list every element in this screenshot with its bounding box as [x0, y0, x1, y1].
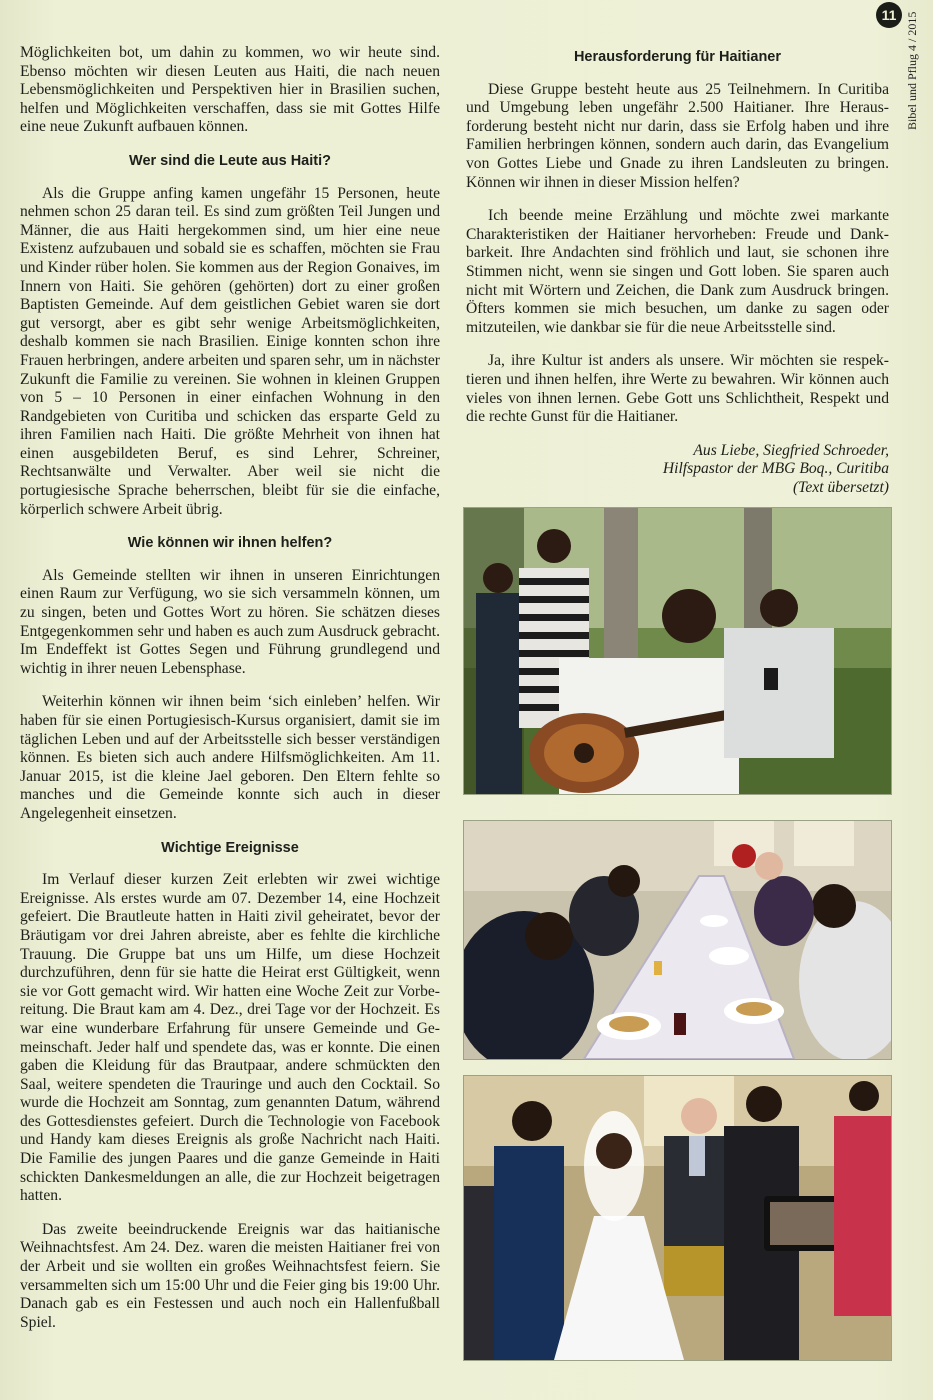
page-number-badge: 11 — [876, 2, 902, 28]
author-signature — [466, 442, 889, 498]
right-text-column — [466, 44, 889, 497]
section-heading-help: Wie können wir ihnen helfen? — [127, 535, 333, 552]
left-text-column — [20, 44, 440, 1347]
photo-illustration — [464, 508, 891, 794]
photo-wedding-ceremony — [463, 1075, 892, 1361]
photo-men-singing-guitar — [463, 507, 892, 795]
section-heading-events: Wichtige Ereignisse — [161, 839, 299, 856]
paragraph-events-wedding: Im Verlauf dieser kurzen Zeit erlebten wir zwei wichtige Ereignisse. Als erstes wurde am 07. Dezember 14, eine Hochzeit gefeiert. Die Brautleute hatten in Haiti zivil geheiratet, bevor der Bräutigam vor drei Jahren abreiste, aber es fehlte die kirchliche Trauung. Die Gruppe bat uns um Hilfe, um diese Hochzeit durchzuführen, denn für sie hatte die Heirat erst Gültigkeit, wenn sie vor Gott gemacht wird. Wir hatten eine Woche Zeit zur Vorbereitung. Die Braut kam am 4. Dez., drei Tage vor der Hochzeit. Es war eine wunderbare Erfahrung für unsere Gemeinde und Gemeinschaft. Jeder half und spendete das, was er konnte. Die einen gaben die Kleidung für das Brautpaar, andere schmückten den Saal, weitere spendeten die Trauringe und auch den Cocktail. So wurde die Hochzeit am Sonntag, zum genannten Datum, während des Gottesdienstes gefeiert. Durch die Technologie von Facebook und Handy kam dieses Ereignis als große Nachricht nach Haiti. Die Familie des jungen Paares und die ganze Gemeinde in Haiti schickten Dankesmeldungen an alle, die zur Hochzeit beigetragen hatten. — [20, 871, 440, 1205]
paragraph-events-christmas: Das zweite beeindruckende Ereignis war das haitianische Weihnachtsfest. Am 24. Dez. waren die meisten Haitianer frei von der Arbeit und sie wollten ein großes Weihnachtsfest feiern. Sie versammelten sich um 15:00 Uhr und die Feier ging bis 19:00 Uhr. Danach gab es ein Festessen und auch noch ein Hallenfußball Spiel. — [20, 1220, 440, 1331]
section-heading-challenge: Herausforderung für Haitianer — [573, 49, 782, 65]
signature-line-name: Aus Liebe, Siegfried Schroeder, — [693, 441, 889, 459]
paragraph-who: Als die Gruppe anfing kamen ungefähr 15 Personen, heute nehmen schon 25 daran teil. Es sind zum größten Teil Jungen und Männer, die aus Haiti hergekommen sind, um hier eine neue Existenz aufzubauen und sobald sie es schaffen, möchten sie Frau und Kinder rüber holen. Sie kommen aus der Region Gonaives, im Innern von Haiti. Sie gehören (gehörten) dort zu einer großen Baptisten Gemeinde. Auf dem geistlichen Gebiet waren sie dort gut versorgt, aber es gibt sehr wenige Arbeitsmöglichkeiten, deshalb kommen sie nach Brasilien. Einige konnten schon ihre Frauen herbringen, andere arbeiten und sparen sehr, um in nächster Zukunft die Familie zu vereinen. Sie wohnen in kleinen Gruppen von 5 – 10 Personen in einer einfachen Wohnung in den Randgebieten von Curitiba und schicken das ersparte Geld zu ihren Familien nach Haiti. Die größte Mehrheit von ihnen hat einen ausgebildeten Beruf, es sind Lehrer, Schreiner, Rechtsanwälte und Verwalter. Aber weil sie nicht die portugiesische Sprache beherrschen, bleibt für sie die einfache, körperlich schwere Arbeit übrig. — [20, 184, 440, 518]
signature-line-note: (Text übersetzt) — [792, 478, 889, 496]
paragraph-challenge-3: Ja, ihre Kultur ist anders als unsere. Wir möchten sie respektieren und ihnen helfen, ihre Werte zu bewahren. Wir können auch vieles von ihnen lernen. Gebe Gott uns Schlichtheit, Respekt und die rechte Gunst für die Haitianer. — [466, 352, 889, 426]
paragraph-help-1: Als Gemeinde stellten wir ihnen in unseren Einrichtungen einen Raum zur Verfügung, wo sie sich versammeln können, um zu singen, beten und Gottes Wort zu hören. Sie schätzen dieses Entgegenkommen sehr und haben es auch zum Ausdruck gebracht. Im Endeffekt ist Gottes Segen und Führung grundlegend und wichtig in ihrer neuen Lebensphase. — [20, 566, 440, 677]
signature-line-role: Hilfspastor der MBG Boq., Curitiba — [662, 460, 889, 478]
paragraph-challenge-1: Diese Gruppe besteht heute aus 25 Teilnehmern. In Curitiba und Umgebung leben ungefähr 2.500 Haitianer. Ihre Herausforderung besteht nicht nur darin, dass sie Erfolg haben und ihre Familien herbringen können, sondern auch darin, das Evangelium von Gottes Liebe und Gnade zu ihren Landsleuten zu bringen. Können wir ihnen in dieser Mission helfen? — [466, 80, 889, 191]
magazine-issue-label: Bibel und Pflug 4 / 2015 — [905, 11, 919, 130]
photo-illustration — [464, 1076, 891, 1360]
intro-paragraph: Möglichkeiten bot, um dahin zu kommen, wo wir heute sind. Ebenso möchten wir diesen Leuten aus Haiti, die nach neuen Lebensmöglichkeiten und Perspektiven hier in Brasilien suchen, helfen und Möglichkeiten verschaffen, dass sie mit Gottes Hilfe eine neue Zukunft aufbauen können. — [20, 44, 440, 136]
photo-illustration — [464, 821, 891, 1059]
photo-festive-meal — [463, 820, 892, 1060]
section-heading-who: Wer sind die Leute aus Haiti? — [129, 152, 331, 169]
paragraph-help-2: Weiterhin können wir ihnen beim ‘sich einleben’ helfen. Wir haben für sie einen Portugiesisch-Kursus organisiert, damit sie im täglichen Leben und auf der Arbeitsstelle sich besser verständigen können. Es bieten sich auch andere Hilfsmöglichkeiten. Am 11. Januar 2015, ist die kleine Jael geboren. Den Eltern fehlte so manches und die Gemeinde konnte sich auch in dieser Angelegenheit einsetzen. — [20, 693, 440, 822]
paragraph-challenge-2: Ich beende meine Erzählung und möchte zwei markante Charakteristiken der Haitianer hervorheben: Freude und Dankbarkeit. Ihre Andachten sind fröhlich und laut, sie schonen ihre Stimmen nicht, wenn sie singen und Gott loben. Sie sparen auch nicht mit Wörtern und Zeichen, die Dank zum Ausdruck bringen. Öfters kommen sie mich besuchen, um danke zu sagen oder mitzuteilen, wie dankbar sie für die neue Arbeitsstelle sind. — [466, 207, 889, 336]
